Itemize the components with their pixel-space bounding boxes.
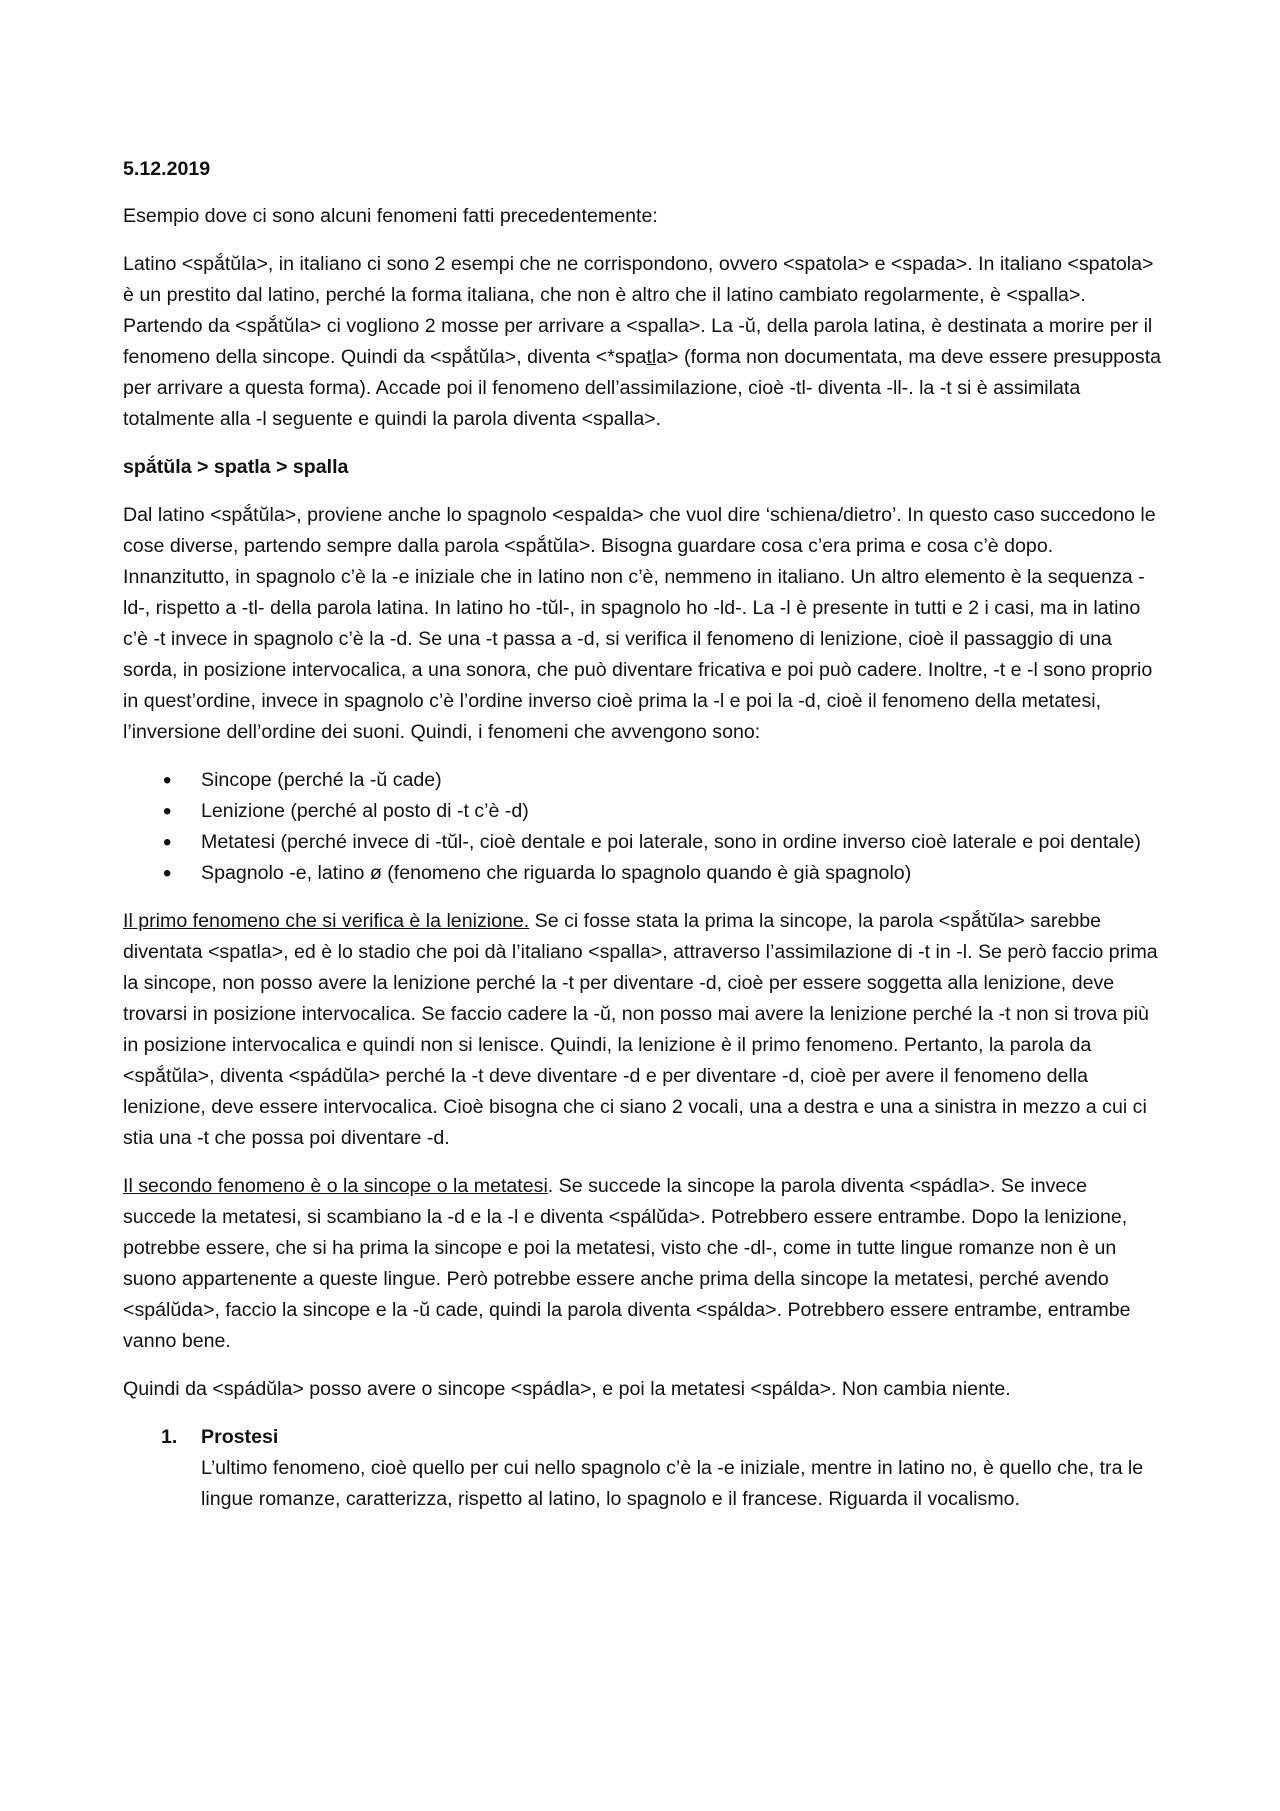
item-number: 1.	[161, 1426, 178, 1448]
list-item: • Sincope (perché la -ŭ cade)	[201, 765, 1163, 796]
intro-paragraph: Esempio dove ci sono alcuni fenomeni fatti precedentemente:	[123, 205, 658, 227]
paragraph-spatula-italian	[123, 249, 1163, 435]
document-body	[123, 154, 1163, 1515]
derivation-formula: spắtŭla > spatla > spalla	[123, 456, 349, 478]
paragraph-text: Se ci fosse stata la prima la sincope, la parola <spắtŭla> sarebbe diventata <spatla>, ed è lo stadio che poi dà l’italiano <spalla>, attraverso l’assimilazione di -t in -l. Se però faccio prima la sincope, non posso avere la lenizione perché la -t per diventare -d, cioè per essere soggetta alla lenizione, deve trovarsi in posizione intervocalica. Se faccio cadere la -ŭ, non posso mai avere la lenizione perché la -t non si trova più in posizione intervocalica e quindi non si lenisce. Quindi, la lenizione è il primo fenomeno. Pertanto, la parola da <spắtŭla>, diventa <spádŭla> perché la -t deve diventare -d e per diventare -d, cioè per avere il fenomeno della lenizione, deve essere intervocalica. Cioè bisogna che ci siano 2 vocali, una a destra e una a sinistra in mezzo a cui ci stia una -t che possa poi diventare -d.	[123, 910, 1158, 1149]
paragraph-espalda: Dal latino <spắtŭla>, proviene anche lo spagnolo <espalda> che vuol dire ‘schiena/dietro’. In questo caso succedono le cose diverse, partendo sempre dalla parola <spắtŭla>. Bisogna guardare cosa c’era prima e cosa c’è dopo. Innanzitutto, in spagnolo c’è la -e iniziale che in latino non c’è, nemmeno in italiano. Un altro elemento è la sequenza -ld-, rispetto a -tl- della parola latina. In latino ho -tŭl-, in spagnolo ho -ld-. La -l è presente in tutti e 2 i casi, ma in latino c’è -t invece in spagnolo c’è la -d. Se una -t passa a -d, si verifica il fenomeno di lenizione, cioè il passaggio di una sorda, in posizione intervocalica, a una sonora, che può diventare fricativa e poi può cadere. Inoltre, -t e -l sono proprio in quest’ordine, invece in spagnolo c’è l’ordine inverso cioè prima la -l e poi la -d, cioè il fenomeno della metatesi, l’inversione dell’ordine dei suoni. Quindi, i fenomeni che avvengono sono:	[123, 504, 1156, 743]
list-item: • Metatesi (perché invece di -tŭl-, cioè dentale e poi laterale, sono in ordine inverso cioè laterale e poi dentale)	[201, 827, 1163, 858]
numbered-item-prostesi	[123, 1422, 1163, 1515]
item-text: L’ultimo fenomeno, cioè quello per cui nello spagnolo c’è la -e iniziale, mentre in latino no, è quello che, tra le lingue romanze, caratterizza, rispetto al latino, lo spagnolo e il francese. Riguarda il vocalismo.	[201, 1457, 1144, 1510]
phenomena-list	[123, 765, 1163, 889]
paragraph-second-phenomenon	[123, 1171, 1163, 1357]
list-item: • Spagnolo -e, latino ø (fenomeno che riguarda lo spagnolo quando è già spagnolo)	[201, 858, 1163, 889]
item-heading: Prostesi	[201, 1426, 279, 1448]
list-item: • Lenizione (perché al posto di -t c’è -d)	[201, 796, 1163, 827]
paragraph-text: a> (forma non documentata, ma deve essere presupposta per arrivare a questa forma). Accade poi il fenomeno dell’assimilazione, cioè -tl- diventa -ll-. la -t si è assimilata totalmente alla -l seguente e quindi la parola diventa <spalla>.	[123, 346, 1162, 430]
underlined-text: tl	[646, 346, 657, 368]
underlined-text: Il primo fenomeno che si verifica è la lenizione.	[123, 910, 530, 932]
date-heading: 5.12.2019	[123, 158, 211, 180]
paragraph-text: . Se succede la sincope la parola diventa <spádla>. Se invece succede la metatesi, si scambiano la -d e la -l e diventa <spálŭda>. Potrebbero essere entrambe. Dopo la lenizione, potrebbe essere, che si ha prima la sincope e poi la metatesi, visto che -dl-, come in tutte lingue romanze non è un suono appartenente a queste lingue. Però potrebbe essere anche prima della sincope la metatesi, perché avendo <spálŭda>, faccio la sincope e la -ŭ cade, quindi la parola diventa <spálda>. Potrebbero essere entrambe, entrambe vanno bene.	[123, 1175, 1131, 1352]
paragraph-text: Latino <spắtŭla>, in italiano ci sono 2 esempi che ne corrispondono, ovvero <spatola> e <spada>. In italiano <spatola> è un prestito dal latino, perché la forma italiana, che non è altro che il latino cambiato regolarmente, è <spalla>. Partendo da <spắtŭla> ci vogliono 2 mosse per arrivare a <spalla>. La -ŭ, della parola latina, è destinata a morire per il fenomeno della sincope. Quindi da <spắtŭla>, diventa <*spa	[123, 253, 1154, 368]
underlined-text: Il secondo fenomeno è o la sincope o la metatesi	[123, 1175, 548, 1197]
paragraph-conclusion: Quindi da <spádŭla> posso avere o sincope <spádla>, e poi la metatesi <spálda>. Non cambia niente.	[123, 1378, 1011, 1400]
paragraph-first-phenomenon	[123, 906, 1163, 1154]
